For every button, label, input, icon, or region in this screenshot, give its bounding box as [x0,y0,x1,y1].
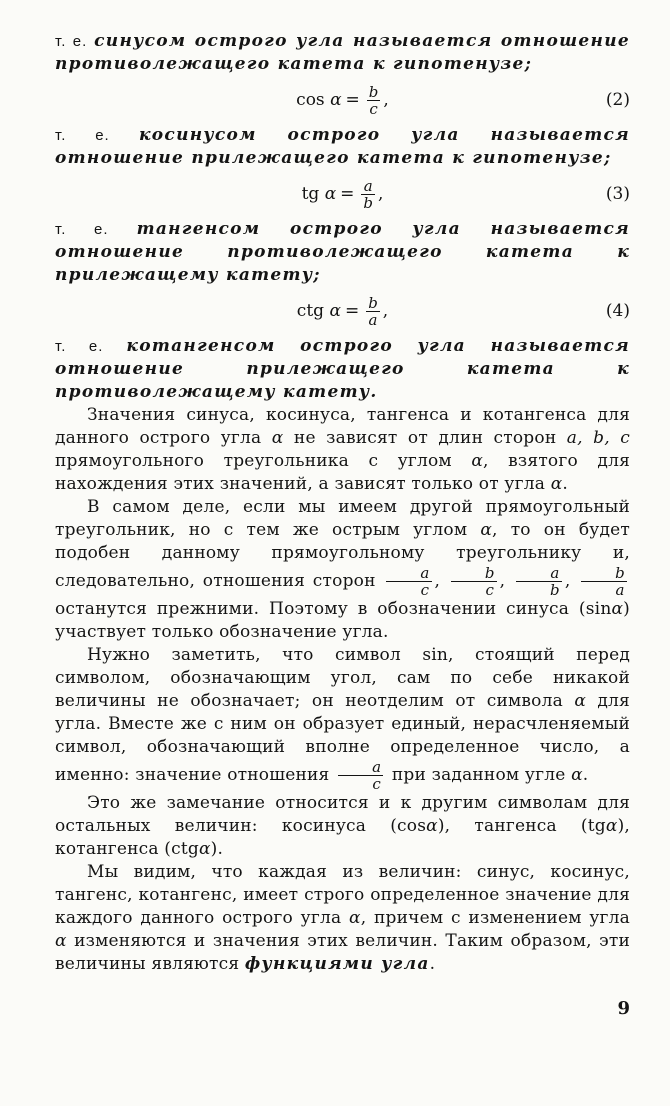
alpha-symbol: α [349,908,361,928]
fraction-denominator: a [368,311,378,329]
definition-text: косинусом острого угла называется отношение прилежащего катета к гипотенузе; [55,125,630,168]
fraction-denominator: c [369,100,378,118]
definition-cosine [55,124,630,170]
formula-func: ctg [296,301,325,321]
ratio-a-b: $\frac{a}{b}$ [516,565,562,598]
paragraph-independence: Значения синуса, косинуса, тангенса и котангенса для данного острого угла α не зависят от длин сторон a, b, c прямоугольного треугольника с углом α, взятого для нахождения этих значений, а зависят только от угла α. [55,405,630,494]
definition-cotangent [55,335,630,404]
alpha-symbol: α [605,816,618,836]
functions-term: функциями угла [244,954,430,974]
definition-lead: т. е. [55,33,88,50]
definition-tangent [55,218,630,287]
fraction-denominator: b [363,194,374,212]
definition-lead: т. е. [55,127,110,144]
definition-lead: т. е. [55,338,104,355]
formula-fraction [361,178,375,211]
ratio-b-c: $\frac{b}{c}$ [451,565,497,598]
definition-sine [55,30,630,76]
paragraph-other-symbols: Это же замечание относится и к другим символам для остальных величин: косинуса (cosα), тангенса (tgα), котангенса (ctgα). [55,793,630,859]
equation-number: (3) [605,184,630,204]
page-number: 9 [617,998,630,1019]
alpha-symbol: α [611,599,624,619]
formula-tail: , [378,184,384,204]
alpha-symbol: α [574,691,587,711]
formula-fraction [366,295,380,328]
definition-text: синусом острого угла называется отношение противолежащего катета к гипотенузе; [55,31,631,74]
alpha-symbol: α [55,931,67,951]
formula-tail: , [383,90,389,110]
definition-text: котангенсом острого угла называется отношение прилежащего катета к противолежащему катету. [55,336,630,402]
formula-var: α [330,90,342,110]
paragraph-sin-symbol: Нужно заметить, что символ sin, стоящий перед символом, обозначающим угол, сам по себе никакой величины не обозначает; он неотделим от символа α для угла. Вместе же с ним он образует единый, нерасчленяемый символ, обозначающий вполне определенное число, а именно: значение отношения $\frac{a}{c}$ при заданном угле α. [55,645,630,793]
side-symbols: a, b, c [566,428,630,448]
paragraph-functions: Мы видим, что каждая из величин: синус, косинус, тангенс, котангенс, имеет строго определенное значение для каждого данного острого угла α, причем с изменением угла α изменяются и значения этих величин. Таким образом, эти величины являются функциями угла. [55,862,630,974]
alpha-symbol: α [471,451,484,471]
alpha-symbol: α [550,474,563,494]
formula-func: tg [301,184,320,204]
alpha-symbol: α [271,428,284,448]
formula-2 [55,76,630,124]
formula-fraction [367,84,381,117]
definition-lead: т. е. [55,221,109,238]
formula-4 [55,287,630,335]
fraction-numerator: a [361,178,375,195]
paragraph-similarity: В самом деле, если мы имеем другой прямоугольный треугольник, но с тем же острым углом α, то он будет подобен данному прямоугольному треугольнику и, следовательно, отношения сторон $\frac{a}{c}$ , $\frac{b}{c}$ , $\frac{a}{b}$ , $\frac{b}{a}$ останутся прежними. Поэтому в обозначении синуса (sinα) участвует только обозначение угла. [55,497,631,642]
ratio-a-c: $\frac{a}{c}$ [338,759,383,792]
ratio-a-c: $\frac{a}{c}$ [386,565,431,598]
formula-func: cos [296,90,325,110]
formula-eq: = [344,301,360,321]
formula-eq: = [345,90,360,110]
formula-var: α [329,301,341,321]
equation-number: (4) [605,301,630,321]
formula-eq: = [340,184,355,204]
alpha-symbol: α [198,839,211,859]
equation-number: (2) [605,90,630,110]
definition-text: тангенсом острого угла называется отношение противолежащего катета к прилежащему катету; [55,219,630,285]
page-body [55,30,630,976]
alpha-symbol: α [571,765,583,785]
formula-var: α [324,184,337,204]
fraction-numerator: b [368,294,378,312]
alpha-symbol: α [480,520,493,540]
alpha-symbol: α [426,816,438,836]
formula-tail: , [382,301,389,321]
ratio-b-a: $\frac{b}{a}$ [581,565,627,598]
formula-3 [55,170,630,218]
fraction-numerator: b [368,83,379,101]
